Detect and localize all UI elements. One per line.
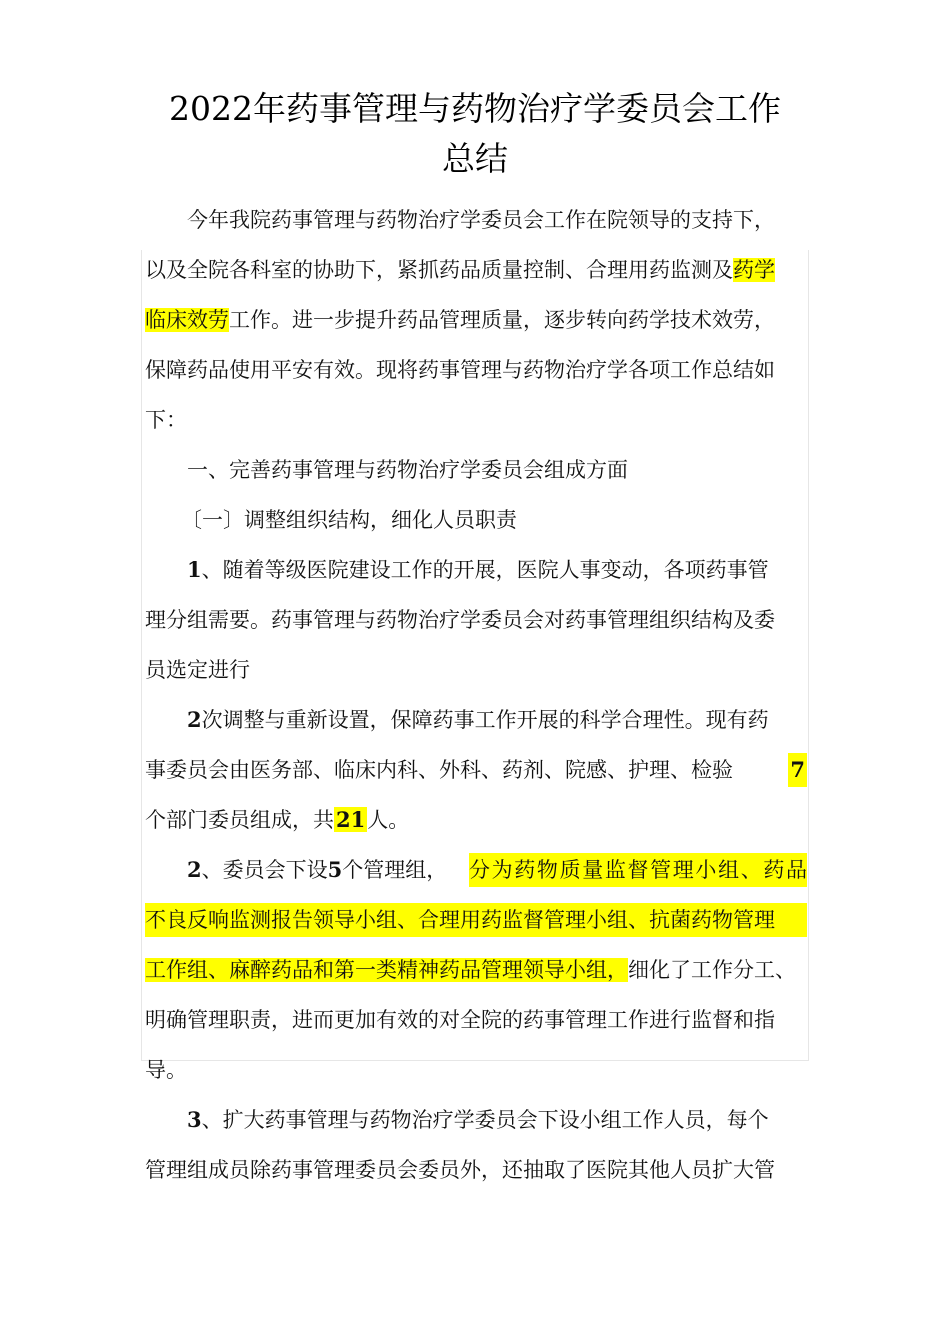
item-number: 2 xyxy=(187,707,202,732)
highlighted-text: 临床效劳 xyxy=(145,308,229,332)
item-1-line-1 xyxy=(145,553,807,587)
item-2-line-4: 明确管理职责，进而更加有效的对全院的药事管理工作进行监督和指 xyxy=(145,1008,775,1032)
item-2-line-3 xyxy=(145,953,807,987)
item-1-line-4 xyxy=(145,703,807,737)
intro-text: 工作。进一步提升药品管理质量，逐步转向药学技术效劳， xyxy=(229,308,775,332)
item-text: 个管理组， xyxy=(342,858,448,882)
item-2-line-2 xyxy=(145,903,807,937)
document-title-line-1: 2022年药事管理与药物治疗学委员会工作 xyxy=(169,89,781,128)
section-heading-1: 一、完善药事管理与药物治疗学委员会组成方面 xyxy=(187,458,628,482)
item-number: 1 xyxy=(187,557,202,582)
section-heading-2: 〔一〕调整组织结构，细化人员职责 xyxy=(181,508,517,532)
paragraph-intro-line-5: 下： xyxy=(145,408,187,432)
item-number: 5 xyxy=(327,857,343,882)
item-1-line-3: 员选定进行 xyxy=(145,658,250,682)
highlighted-text: 分为药物质量监督管理小组、药品 xyxy=(469,853,807,887)
item-text: 个部门委员组成，共 xyxy=(145,808,334,832)
item-1-line-2: 理分组需要。药事管理与药物治疗学委员会对药事管理组织结构及委 xyxy=(145,608,775,632)
paragraph-intro-line-2 xyxy=(145,253,807,287)
item-number: 2 xyxy=(187,857,202,882)
item-text: 细化了工作分工、 xyxy=(628,958,796,982)
item-text: 、委员会下设 xyxy=(201,858,328,882)
item-3-line-1 xyxy=(145,1103,807,1137)
item-number: 3 xyxy=(187,1107,202,1132)
highlighted-text: 不良反响监测报告领导小组、合理用药监督管理小组、抗菌药物管理 xyxy=(145,903,807,937)
document-title-line-2: 总结 xyxy=(442,139,508,178)
item-1-line-6 xyxy=(145,803,807,837)
paragraph-intro-line-4: 保障药品使用平安有效。现将药事管理与药物治疗学各项工作总结如 xyxy=(145,358,775,382)
highlighted-text: 工作组、麻醉药品和第一类精神药品管理领导小组， xyxy=(145,958,628,982)
item-text: 、随着等级医院建设工作的开展，医院人事变动，各项药事管 xyxy=(201,558,769,582)
item-text: 、扩大药事管理与药物治疗学委员会下设小组工作人员，每个 xyxy=(201,1108,769,1132)
item-text: 事委员会由医务部、临床内科、外科、药剂、院感、护理、检验 xyxy=(145,758,733,782)
item-text: 人。 xyxy=(367,808,410,832)
intro-text: 以及全院各科室的协助下，紧抓药品质量控制、合理用药监测及 xyxy=(145,258,733,282)
paragraph-intro-line-3 xyxy=(145,303,807,337)
highlighted-number: 7 xyxy=(788,753,807,787)
item-1-line-5 xyxy=(145,753,807,787)
item-text: 次调整与重新设置，保障药事工作开展的科学合理性。现有药 xyxy=(201,708,769,732)
highlighted-number: 21 xyxy=(336,807,366,832)
intro-text: 今年我院药事管理与药物治疗学委员会工作在院领导的支持下， xyxy=(187,208,775,232)
paragraph-intro-line-1 xyxy=(145,203,807,237)
item-2-line-1 xyxy=(145,853,807,887)
item-2-line-5: 导。 xyxy=(145,1058,187,1082)
item-3-line-2: 管理组成员除药事管理委员会委员外，还抽取了医院其他人员扩大管 xyxy=(145,1158,775,1182)
highlighted-text: 药学 xyxy=(733,258,775,282)
